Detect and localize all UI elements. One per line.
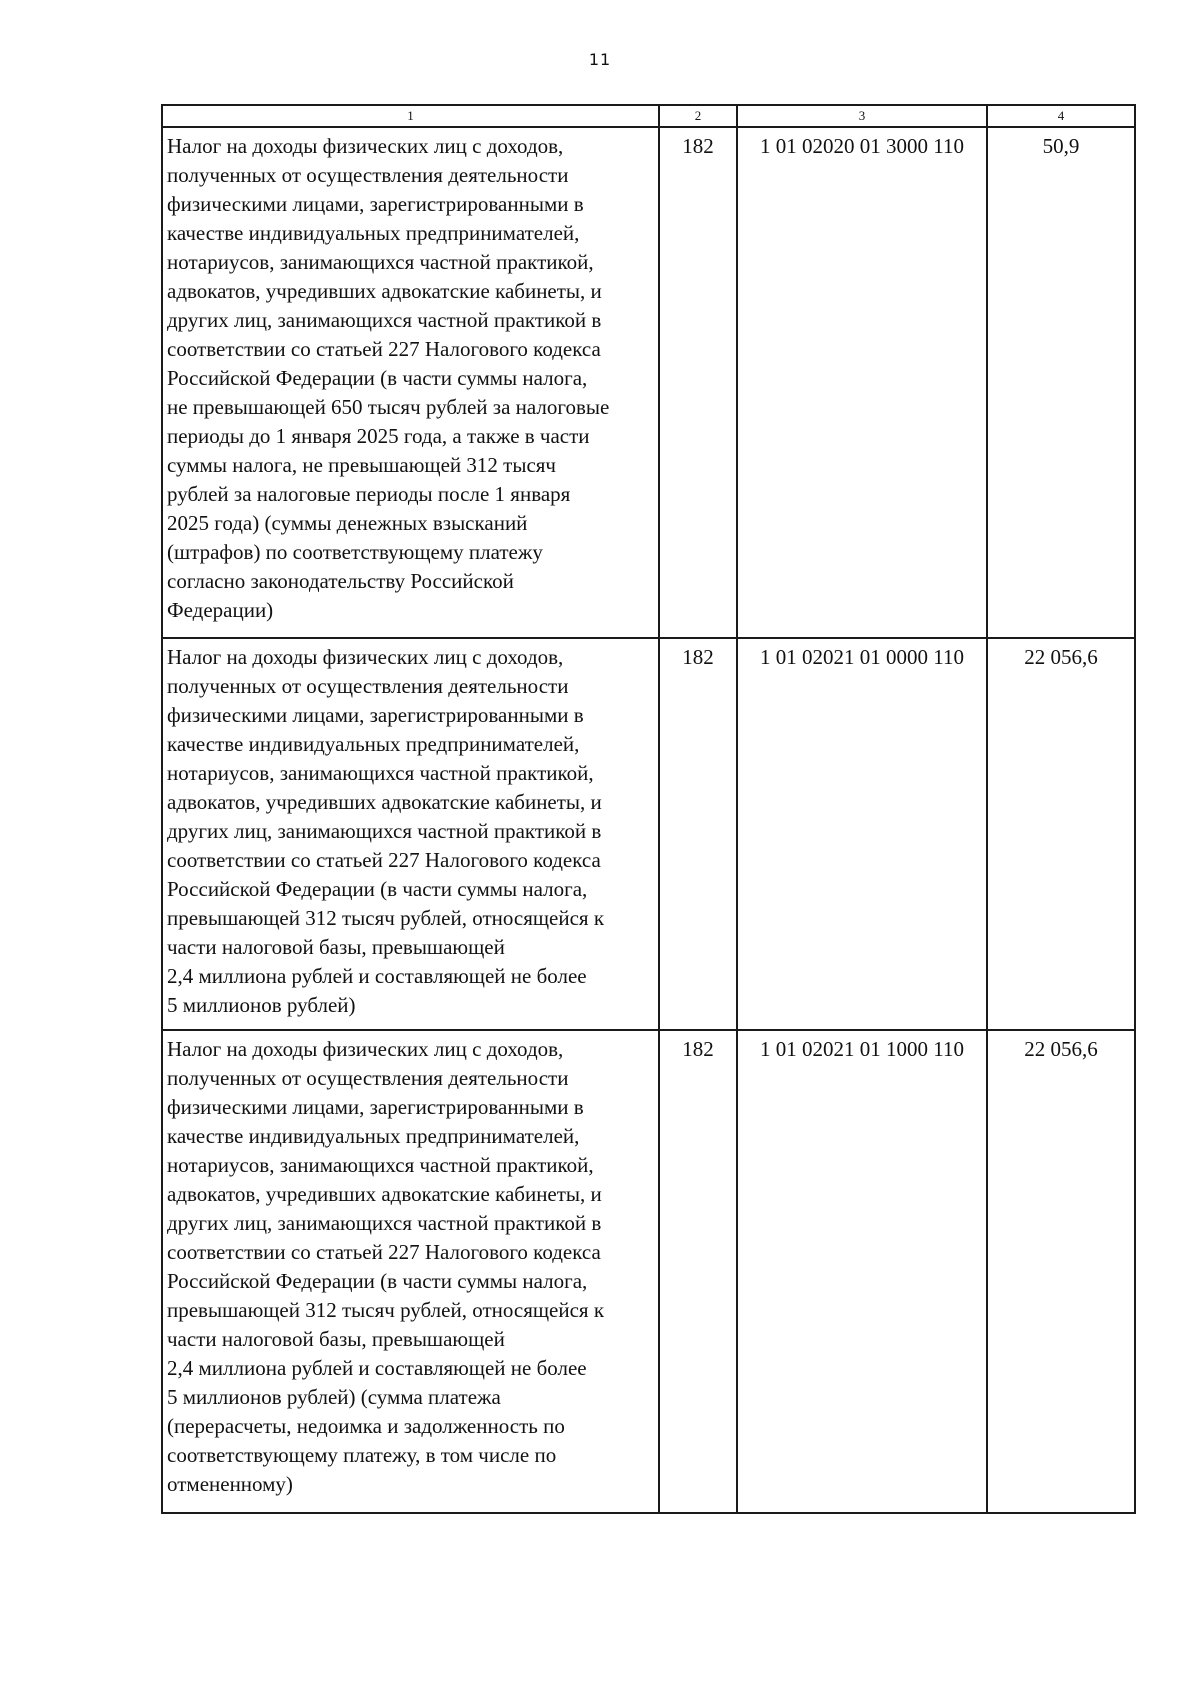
page-number: 11 — [588, 50, 612, 69]
administrator-code: 182 — [659, 638, 737, 1030]
column-header-1: 1 — [162, 105, 659, 127]
revenue-table — [161, 104, 1136, 1514]
table-row — [162, 1030, 1135, 1513]
column-header-2: 2 — [659, 105, 737, 127]
budget-classification-code: 1 01 02021 01 1000 110 — [737, 1030, 987, 1513]
amount: 22 056,6 — [987, 638, 1135, 1030]
budget-classification-code: 1 01 02021 01 0000 110 — [737, 638, 987, 1030]
income-description: Налог на доходы физических лиц с доходов, полученных от осуществления деятельности физическими лицами, зарегистрированными в качестве индивидуальных предпринимателей, нотариусов, занимающихся частной практикой, адвокатов, учредивших адвокатские кабинеты, и других лиц, занимающихся частной практикой в соответствии со статьей 227 Налогового кодекса Российской Федерации (в части суммы налога, не превышающей 650 тысяч рублей за налоговые периоды до 1 января 2025 года, а также в части суммы налога, не превышающей 312 тысяч рублей за налоговые периоды после 1 января 2025 года) (суммы денежных взысканий (штрафов) по соответствующему платежу согласно законодательству Российской Федерации) — [162, 127, 659, 638]
table-header-row — [162, 105, 1135, 127]
amount: 22 056,6 — [987, 1030, 1135, 1513]
income-description: Налог на доходы физических лиц с доходов, полученных от осуществления деятельности физическими лицами, зарегистрированными в качестве индивидуальных предпринимателей, нотариусов, занимающихся частной практикой, адвокатов, учредивших адвокатские кабинеты, и других лиц, занимающихся частной практикой в соответствии со статьей 227 Налогового кодекса Российской Федерации (в части суммы налога, превышающей 312 тысяч рублей, относящейся к части налоговой базы, превышающей 2,4 миллиона рублей и составляющей не более 5 миллионов рублей) — [162, 638, 659, 1030]
column-header-4: 4 — [987, 105, 1135, 127]
column-header-3: 3 — [737, 105, 987, 127]
administrator-code: 182 — [659, 127, 737, 638]
administrator-code: 182 — [659, 1030, 737, 1513]
table-row — [162, 638, 1135, 1030]
income-description: Налог на доходы физических лиц с доходов, полученных от осуществления деятельности физическими лицами, зарегистрированными в качестве индивидуальных предпринимателей, нотариусов, занимающихся частной практикой, адвокатов, учредивших адвокатские кабинеты, и других лиц, занимающихся частной практикой в соответствии со статьей 227 Налогового кодекса Российской Федерации (в части суммы налога, превышающей 312 тысяч рублей, относящейся к части налоговой базы, превышающей 2,4 миллиона рублей и составляющей не более 5 миллионов рублей) (сумма платежа (перерасчеты, недоимка и задолженность по соответствующему платежу, в том числе по отмененному) — [162, 1030, 659, 1513]
table-row — [162, 127, 1135, 638]
amount: 50,9 — [987, 127, 1135, 638]
budget-classification-code: 1 01 02020 01 3000 110 — [737, 127, 987, 638]
